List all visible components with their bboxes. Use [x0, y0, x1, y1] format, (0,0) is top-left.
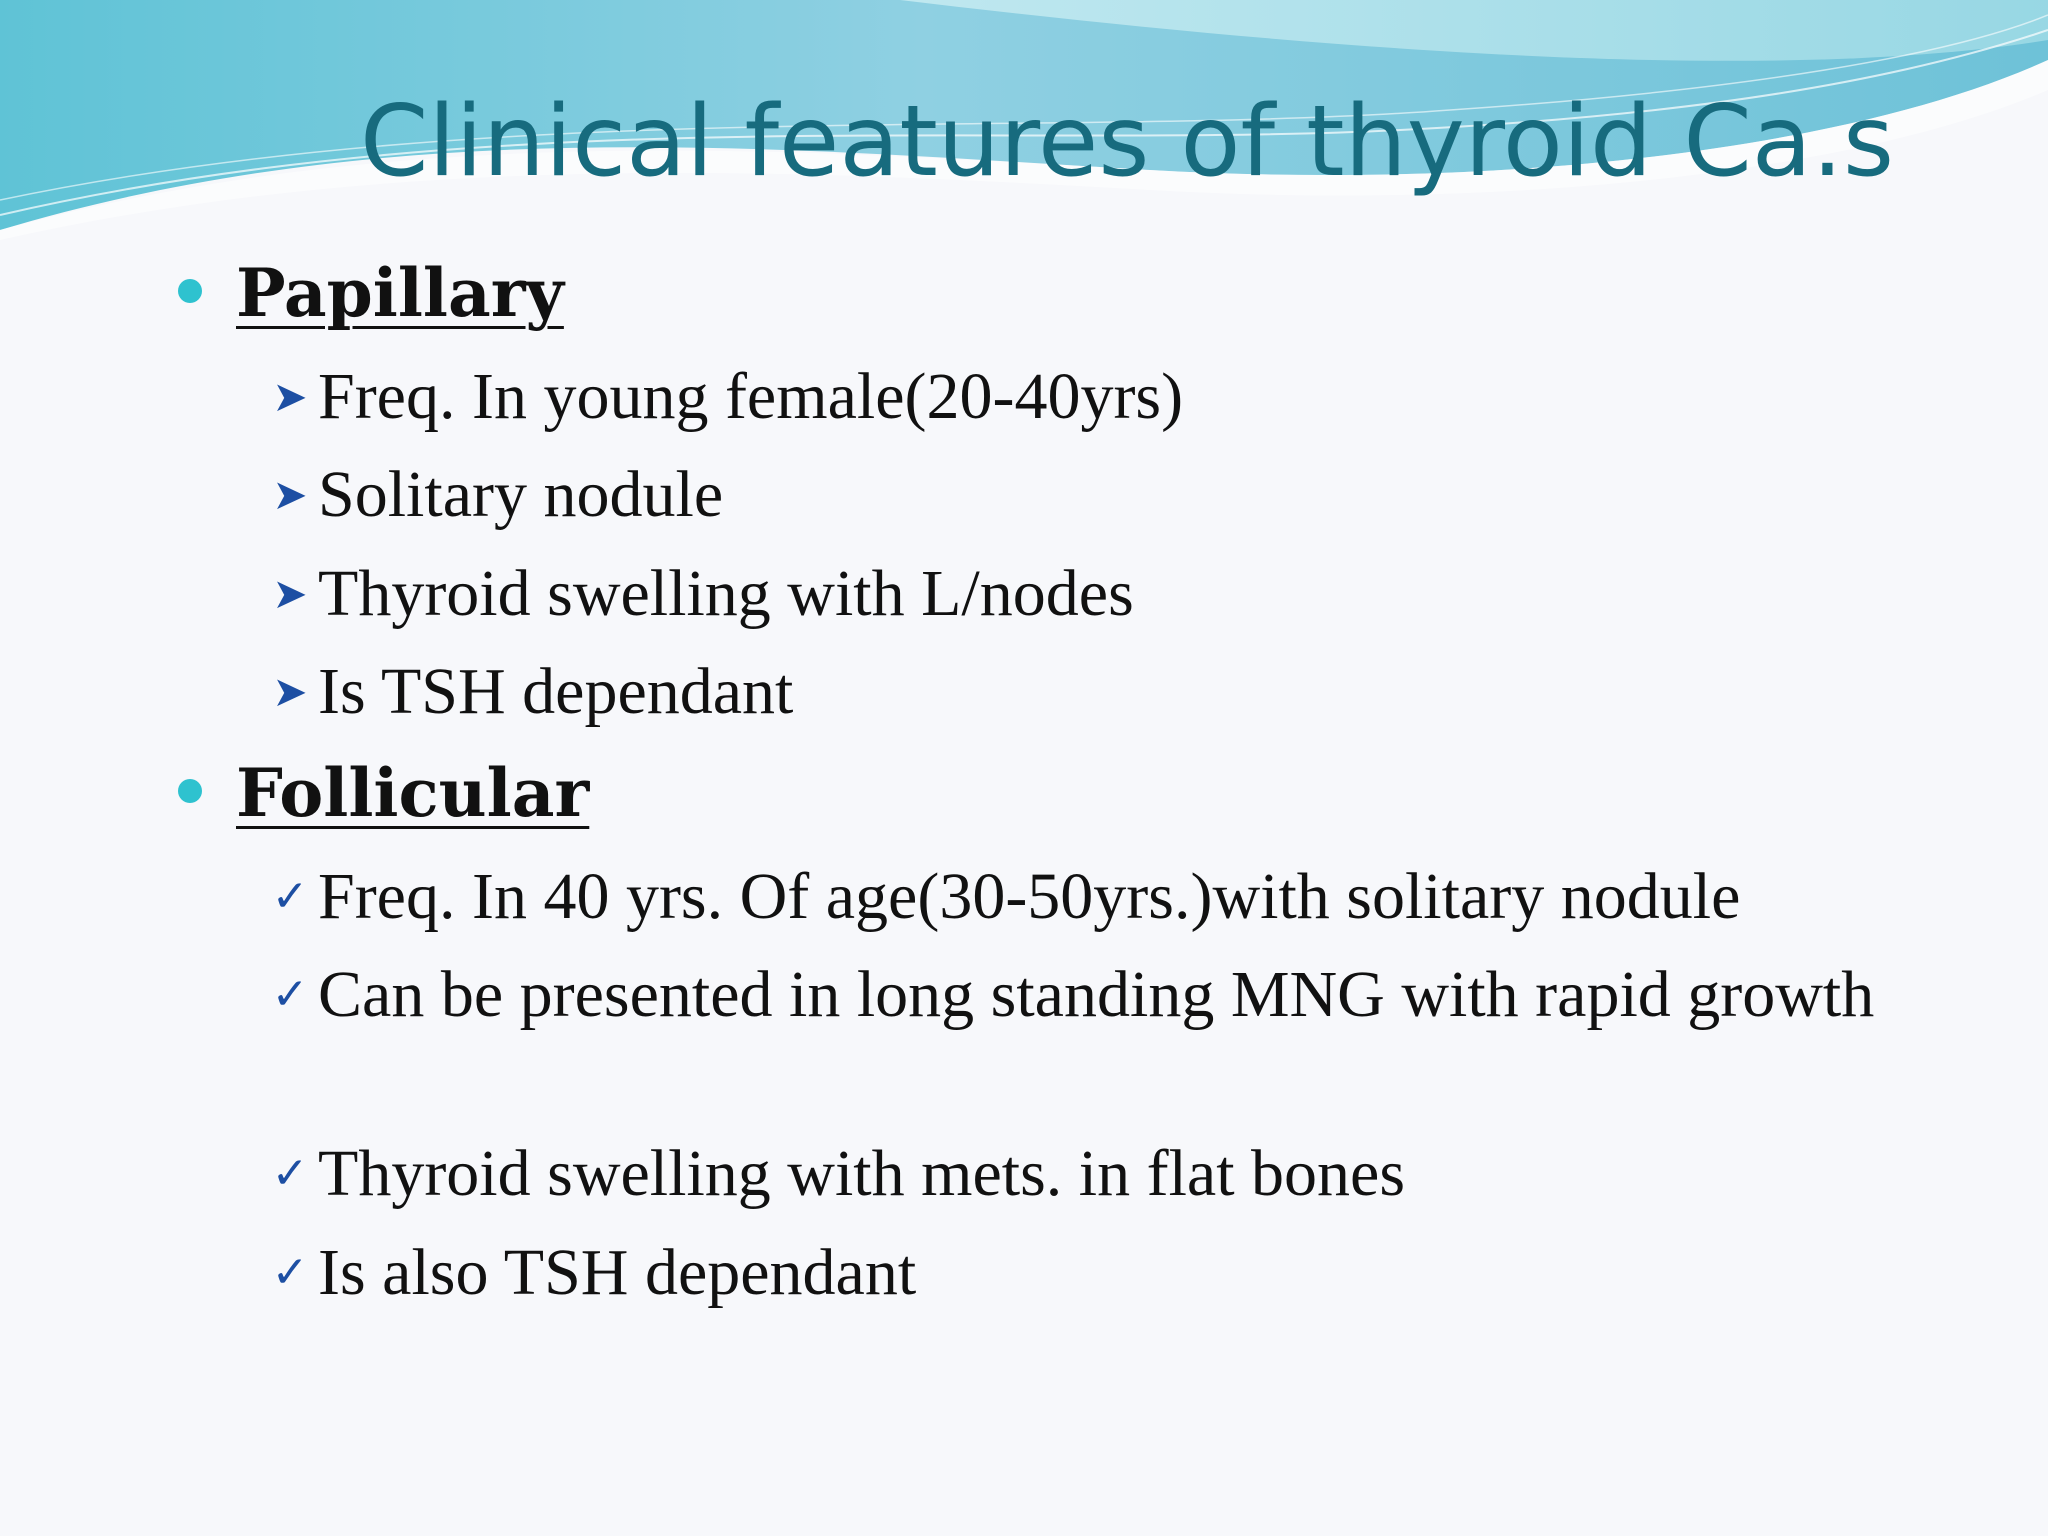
section-heading-papillary	[178, 253, 564, 333]
list-item	[262, 954, 1962, 1036]
list-item	[262, 356, 1962, 438]
bullet-dot-icon	[178, 279, 202, 303]
list-item-text: Can be presented in long standing MNG with rapid growth	[318, 958, 1875, 1031]
check-icon: ✓	[271, 1247, 309, 1298]
arrow-icon: ➤	[272, 372, 308, 421]
bullet-dot-icon	[178, 779, 202, 803]
list-item	[262, 454, 1962, 536]
list-item-text: Thyroid swelling with mets. in flat bones	[318, 1137, 1406, 1210]
section-heading-text: Follicular	[236, 754, 590, 832]
slide-title: Clinical features of thyroid Ca.s	[360, 85, 1895, 199]
arrow-icon: ➤	[272, 569, 308, 618]
check-icon: ✓	[271, 871, 309, 922]
check-icon: ✓	[271, 1148, 309, 1199]
list-item-text: Freq. In young female(20-40yrs)	[318, 360, 1184, 433]
list-item	[262, 651, 1962, 733]
section-heading-follicular	[178, 753, 589, 833]
arrow-icon: ➤	[272, 667, 308, 716]
arrow-icon: ➤	[272, 470, 308, 519]
section-heading-text: Papillary	[236, 254, 564, 332]
list-item-text: Is also TSH dependant	[318, 1236, 917, 1309]
list-item	[262, 553, 1962, 635]
list-item-text: Thyroid swelling with L/nodes	[318, 557, 1134, 630]
list-item	[262, 856, 1962, 938]
check-icon: ✓	[271, 969, 309, 1020]
list-item	[262, 1133, 1962, 1215]
list-item-text: Solitary nodule	[318, 458, 724, 531]
list-item-text: Is TSH dependant	[318, 655, 794, 728]
list-item-text: Freq. In 40 yrs. Of age(30-50yrs.)with solitary nodule	[318, 860, 1741, 933]
list-item	[262, 1232, 1962, 1314]
